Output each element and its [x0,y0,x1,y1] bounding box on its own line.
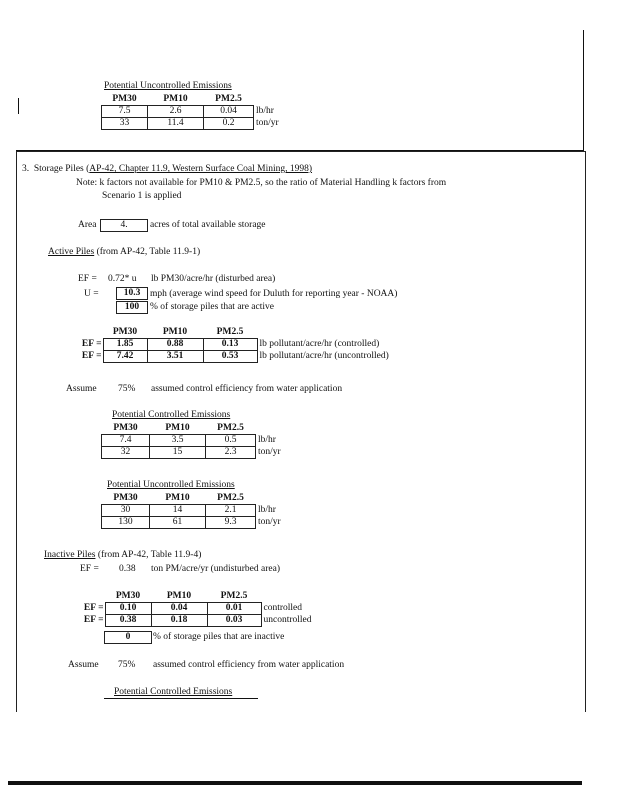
u-value-box: 10.3 [116,287,148,300]
top-emissions-table [101,94,297,130]
table-row [102,435,299,447]
hdr-pm25: PM2.5 [216,327,244,337]
row-label: EF = [81,339,102,349]
cell: 0.5 [206,435,256,447]
cell: 0.01 [207,603,261,615]
cell: 7.5 [102,106,148,118]
active-controlled-title-text: Potential Controlled Emissions [112,410,231,420]
active-heading-text: Active Piles [48,247,95,257]
hdr-pm30: PM30 [112,327,138,337]
left-margin-mark [18,98,19,114]
table-row [102,447,299,459]
active-controlled-table [101,423,299,459]
inactive-heading-text: Inactive Piles [44,550,96,560]
inactive-controlled-title [114,687,232,697]
table-row [102,118,297,130]
unit-label: lb pollutant/acre/hr (controlled) [259,339,380,349]
unit-label: lb/hr [258,435,276,445]
active-assume-desc: assumed control efficiency from water application [151,384,343,394]
hdr-pm25: PM2.5 [217,423,244,433]
cell: 0.10 [105,603,151,615]
cell: 1.85 [103,339,147,351]
unit-label: ton/yr [256,118,279,128]
cell: 30 [102,505,150,517]
unit-label: ton/yr [258,447,281,457]
active-pct-box: 100 [116,301,148,314]
cell: 0.53 [203,351,257,363]
u-label: U = [84,289,99,299]
cell: 0.18 [151,615,207,627]
inactive-assume-label: Assume [68,660,99,670]
cell: 15 [150,447,206,459]
active-uncontrolled-table [101,493,299,529]
cell: 3.51 [147,351,203,363]
inactive-controlled-title-text: Potential Controlled Emissions [114,687,233,697]
table-row [76,603,333,615]
inactive-controlled-underline [104,698,258,699]
inactive-assume-desc: assumed control efficiency from water application [153,660,345,670]
inactive-ef-table [76,591,333,627]
note-line-2 [102,191,181,201]
active-ef-table [76,327,419,363]
cell: 0.04 [151,603,207,615]
cell: 2.6 [148,106,204,118]
cell: 2.1 [206,505,256,517]
active-piles-heading [48,247,200,257]
bottom-scan-bar [8,781,582,785]
cell: 9.3 [206,517,256,529]
hdr-pm10: PM10 [165,423,190,433]
unit-label: lb pollutant/acre/hr (uncontrolled) [259,351,389,361]
cell: 0.13 [203,339,257,351]
note-text-2: Scenario 1 is applied [102,191,182,201]
hdr-pm10: PM10 [163,94,188,104]
section-title-a: Storage Piles ( [33,164,90,174]
cell: 0.04 [204,106,254,118]
inactive-ef-label: EF = [80,564,99,574]
cell: 130 [102,517,150,529]
inactive-ef-units: ton PM/acre/yr (undisturbed area) [151,564,280,574]
hdr-pm30: PM30 [113,423,138,433]
unit-label: lb/hr [256,106,274,116]
note-line-1 [76,178,446,188]
hdr-pm10: PM10 [165,493,190,503]
unit-label: lb/hr [258,505,276,515]
hdr-pm25: PM2.5 [215,94,242,104]
inactive-heading-ref: (from AP-42, Table 11.9-4) [97,550,202,560]
upper-right-rule [583,30,584,150]
active-pct-desc: % of storage piles that are active [150,302,274,312]
inactive-pct-box: 0 [104,631,152,644]
active-controlled-title [112,410,230,420]
cell: 14 [150,505,206,517]
inactive-pct-desc: % of storage piles that are inactive [153,632,285,642]
cell: 33 [102,118,148,130]
top-table-title-text: Potential Uncontrolled Emissions [104,81,232,91]
top-table-title [104,81,232,91]
active-uncontrolled-title-text: Potential Uncontrolled Emissions [107,480,235,490]
cell: 61 [150,517,206,529]
unit-label: ton/yr [258,517,281,527]
active-ef-label: EF = [78,274,97,284]
table-row [76,339,419,351]
table-row [102,106,297,118]
cell: 7.4 [102,435,150,447]
active-ef-units: lb PM30/acre/hr (disturbed area) [151,274,276,284]
area-value-box: 4. [100,219,148,232]
hdr-pm30: PM30 [112,94,137,104]
cell: 32 [102,447,150,459]
upper-frame-rule [16,150,584,151]
hdr-pm10: PM10 [166,591,192,601]
area-label: Area [78,220,97,230]
inactive-piles-heading [44,550,201,560]
hdr-pm30: PM30 [113,493,138,503]
row-label: EF = [83,615,104,625]
cell: 0.88 [147,339,203,351]
active-uncontrolled-title [107,480,235,490]
cell: 2.3 [206,447,256,459]
table-row [102,517,299,529]
table-row [76,615,333,627]
note-text-1: Note: k factors not available for PM10 & PM2.5, so the ratio of Material Handling k factors from [76,178,447,188]
active-assume-label: Assume [66,384,97,394]
active-assume-value: 75% [118,384,136,394]
row-label: EF = [83,603,104,613]
row-label: EF = [81,351,102,361]
table-row [102,505,299,517]
hdr-pm25: PM2.5 [220,591,248,601]
section-number: 3. [22,164,30,174]
active-ef-formula: 0.72* u [108,274,137,284]
cell: 11.4 [148,118,204,130]
inactive-assume-value: 75% [118,660,136,670]
cell: 0.03 [207,615,261,627]
cell: 0.38 [105,615,151,627]
table-row [76,351,419,363]
cell: 0.2 [204,118,254,130]
active-heading-ref: (from AP-42, Table 11.9-1) [96,247,201,257]
area-desc: acres of total available storage [150,220,266,230]
section-title-b: AP-42, Chapter 11.9, Western Surface Coal Mining, 1998) [89,164,313,174]
hdr-pm30: PM30 [115,591,141,601]
section-3-heading [22,164,312,174]
inactive-ef-value: 0.38 [119,564,136,574]
u-desc: mph (average wind speed for Duluth for reporting year - NOAA) [150,289,398,299]
hdr-pm10: PM10 [162,327,188,337]
cell: 7.42 [103,351,147,363]
cell: 3.5 [150,435,206,447]
hdr-pm25: PM2.5 [217,493,244,503]
unit-label: controlled [263,603,303,613]
unit-label: uncontrolled [263,615,312,625]
